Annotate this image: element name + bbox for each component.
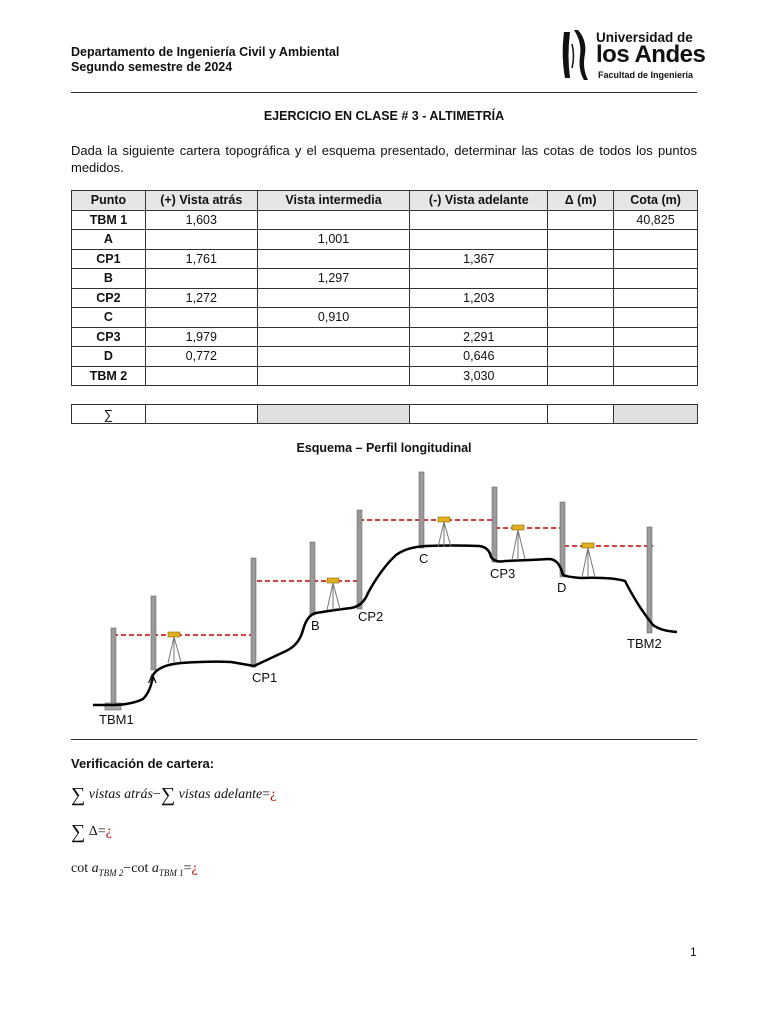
label-tbm1: TBM1	[99, 712, 134, 727]
rod-a	[151, 596, 156, 670]
table-cell: 2,291	[410, 327, 548, 347]
equation-sum-sights	[71, 784, 276, 807]
rod-cp2	[357, 510, 362, 609]
term: Δ	[88, 824, 98, 839]
table-cell	[614, 308, 698, 328]
intro-text: Dada la siguiente cartera topográfica y el esquema presentado, determinar las cotas de todos los puntos medidos.	[71, 143, 697, 175]
term: vistas adelante	[178, 787, 263, 802]
table-cell: 0,772	[145, 347, 257, 367]
department-header	[71, 45, 339, 75]
sum-symbol: ∑	[71, 821, 86, 843]
table-cell: 1,297	[257, 269, 410, 289]
table-row	[72, 308, 698, 328]
table-cell	[410, 269, 548, 289]
rod-b	[310, 542, 315, 615]
table-cell: 1,979	[145, 327, 257, 347]
field-book-table	[71, 190, 698, 386]
page-number: 1	[690, 945, 697, 959]
table-cell	[257, 347, 410, 367]
header-cell: Δ (m)	[548, 191, 614, 211]
table-cell: 0,910	[257, 308, 410, 328]
point-name-cell: A	[72, 230, 146, 250]
operator: −	[152, 787, 161, 802]
table-cell	[410, 308, 548, 328]
table-row	[72, 288, 698, 308]
table-cell	[614, 366, 698, 386]
logo-line3: Facultad de Ingeniería	[598, 70, 694, 80]
table-cell	[145, 269, 257, 289]
sum-cell	[410, 405, 548, 424]
table-row	[72, 249, 698, 269]
sum-cell-shaded	[614, 405, 698, 424]
label-c: C	[419, 551, 429, 566]
unknown-mark: ¿	[270, 787, 277, 802]
table-cell	[614, 347, 698, 367]
semester: Segundo semestre de 2024	[71, 60, 233, 74]
sum-cell	[548, 405, 614, 424]
table-cell	[548, 210, 614, 230]
table-cell	[614, 249, 698, 269]
table-cell	[257, 327, 410, 347]
ground-profile	[93, 546, 677, 706]
unknown-mark: ¿	[105, 824, 112, 839]
header-cell: (+) Vista atrás	[145, 191, 257, 211]
rod-cp3	[492, 487, 497, 562]
point-name-cell: CP3	[72, 327, 146, 347]
table-cell	[145, 366, 257, 386]
table-cell: 1,001	[257, 230, 410, 250]
table-cell	[548, 249, 614, 269]
table-cell: 1,603	[145, 210, 257, 230]
header-cell: (-) Vista adelante	[410, 191, 548, 211]
table-cell: 1,367	[410, 249, 548, 269]
label-d: D	[557, 580, 567, 595]
subscript: TBM 1	[158, 867, 184, 878]
rod-c	[419, 472, 424, 548]
table-cell	[548, 366, 614, 386]
table-cell	[257, 366, 410, 386]
subscript: TBM 2	[98, 867, 124, 878]
table-cell: 3,030	[410, 366, 548, 386]
level-instruments	[168, 517, 595, 663]
header-cell: Vista intermedia	[257, 191, 410, 211]
table-cell	[614, 327, 698, 347]
label-tbm2: TBM2	[627, 636, 662, 651]
operator: −	[123, 861, 132, 876]
sum-symbol: ∑	[160, 784, 176, 806]
table-cell	[548, 347, 614, 367]
sum-row	[72, 405, 698, 424]
operator: =	[183, 861, 192, 876]
table-cell	[257, 210, 410, 230]
logo-line1: Universidad de	[596, 30, 693, 45]
table-cell	[614, 230, 698, 250]
table-row	[72, 230, 698, 250]
table-cell	[257, 288, 410, 308]
table-cell	[145, 230, 257, 250]
verification-heading: Verificación de cartera:	[71, 756, 215, 771]
table-header-row	[72, 191, 698, 211]
level-instrument-icon	[327, 578, 340, 610]
table-row	[72, 269, 698, 289]
unknown-mark: ¿	[191, 861, 198, 876]
term: a	[151, 861, 159, 876]
table-cell	[145, 308, 257, 328]
table-row	[72, 210, 698, 230]
equation-elevation-diff	[71, 861, 198, 878]
header-cell: Punto	[72, 191, 146, 211]
table-cell	[548, 288, 614, 308]
table-cell	[410, 210, 548, 230]
header-divider	[71, 92, 697, 93]
level-instrument-icon	[168, 632, 181, 663]
table-cell	[614, 269, 698, 289]
sum-cell	[145, 405, 257, 424]
table-cell	[548, 269, 614, 289]
sum-symbol: ∑	[71, 784, 86, 806]
logo-emblem-icon	[558, 28, 594, 83]
table-cell	[548, 308, 614, 328]
table-cell: 1,272	[145, 288, 257, 308]
table-cell: 1,761	[145, 249, 257, 269]
table-cell: 0,646	[410, 347, 548, 367]
term: a	[91, 861, 99, 876]
table-cell: 40,825	[614, 210, 698, 230]
exercise-title: EJERCICIO EN CLASE # 3 - ALTIMETRÍA	[263, 109, 505, 123]
table-row	[72, 366, 698, 386]
point-name-cell: CP1	[72, 249, 146, 269]
table-cell	[614, 288, 698, 308]
level-instrument-icon	[438, 517, 451, 547]
label-cp2: CP2	[358, 609, 384, 624]
rod-tbm1	[111, 628, 116, 706]
longitudinal-profile-diagram	[71, 465, 697, 735]
level-instrument-icon	[512, 525, 525, 560]
sum-symbol: ∑	[72, 405, 146, 424]
point-name-cell: C	[72, 308, 146, 328]
point-name-cell: B	[72, 269, 146, 289]
rod-cp1	[251, 558, 256, 667]
header-cell: Cota (m)	[614, 191, 698, 211]
leveling-rods	[111, 472, 652, 706]
sum-cell-shaded	[257, 405, 410, 424]
point-name-cell: TBM 2	[72, 366, 146, 386]
table-row	[72, 347, 698, 367]
term: vistas atrás	[88, 787, 153, 802]
cot-label: cot	[71, 861, 89, 876]
operator: =	[262, 787, 271, 802]
sum-row-table	[71, 404, 698, 424]
operator: =	[97, 824, 106, 839]
university-logo	[558, 28, 706, 83]
table-cell: 1,203	[410, 288, 548, 308]
equation-sum-delta	[71, 821, 112, 844]
level-instrument-icon	[582, 543, 595, 577]
table-cell	[548, 230, 614, 250]
table-cell	[548, 327, 614, 347]
label-b: B	[311, 618, 320, 633]
table-cell	[257, 249, 410, 269]
logo-line2: los Andes	[596, 41, 706, 68]
diagram-title: Esquema – Perfil longitudinal	[296, 441, 472, 455]
label-cp1: CP1	[252, 670, 278, 685]
verification-divider	[71, 739, 697, 740]
department-name: Departamento de Ingeniería Civil y Ambiental	[71, 45, 340, 59]
table-cell	[410, 230, 548, 250]
cot-label: cot	[131, 861, 149, 876]
point-name-cell: TBM 1	[72, 210, 146, 230]
label-cp3: CP3	[490, 566, 516, 581]
point-name-cell: CP2	[72, 288, 146, 308]
table-row	[72, 327, 698, 347]
label-a: A	[148, 671, 157, 686]
point-name-cell: D	[72, 347, 146, 367]
